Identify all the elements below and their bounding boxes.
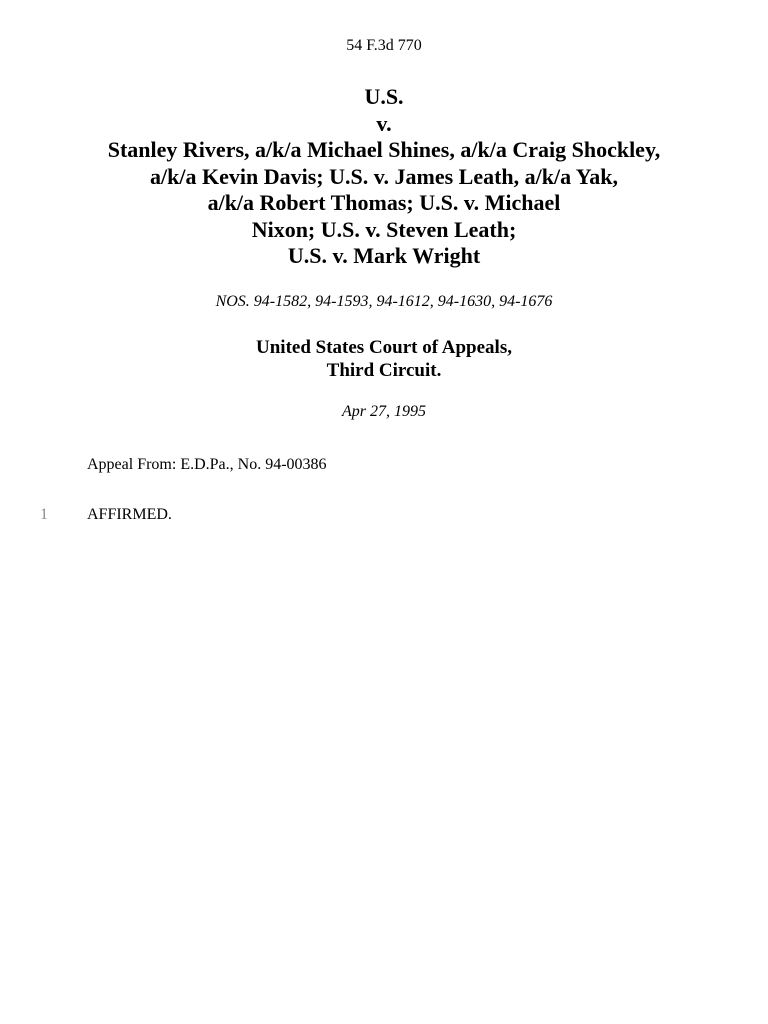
case-caption [40, 84, 728, 270]
court-line: Third Circuit. [326, 360, 442, 381]
caption-line: v. [376, 110, 392, 136]
paragraph-text: AFFIRMED. [87, 506, 172, 523]
court-name [0, 336, 768, 382]
paragraph-number: 1 [40, 506, 48, 523]
docket-numbers: NOS. 94-1582, 94-1593, 94-1612, 94-1630, 94-1676 [215, 293, 553, 310]
decision-date: Apr 27, 1995 [342, 403, 426, 420]
caption-line: U.S. v. Mark Wright [287, 243, 481, 268]
caption-line: U.S. [364, 84, 404, 109]
court-line: United States Court of Appeals, [256, 337, 512, 358]
caption-line: a/k/a Kevin Davis; U.S. v. James Leath, a/k/a Yak, [150, 163, 618, 189]
caption-line: Stanley Rivers, a/k/a Michael Shines, a/k/a Craig Shockley, [107, 137, 661, 162]
caption-line: a/k/a Robert Thomas; U.S. v. Michael [207, 190, 561, 215]
reporter-citation: 54 F.3d 770 [346, 37, 422, 54]
caption-line: Nixon; U.S. v. Steven Leath; [251, 216, 517, 242]
appeal-from: Appeal From: E.D.Pa., No. 94-00386 [87, 456, 327, 473]
